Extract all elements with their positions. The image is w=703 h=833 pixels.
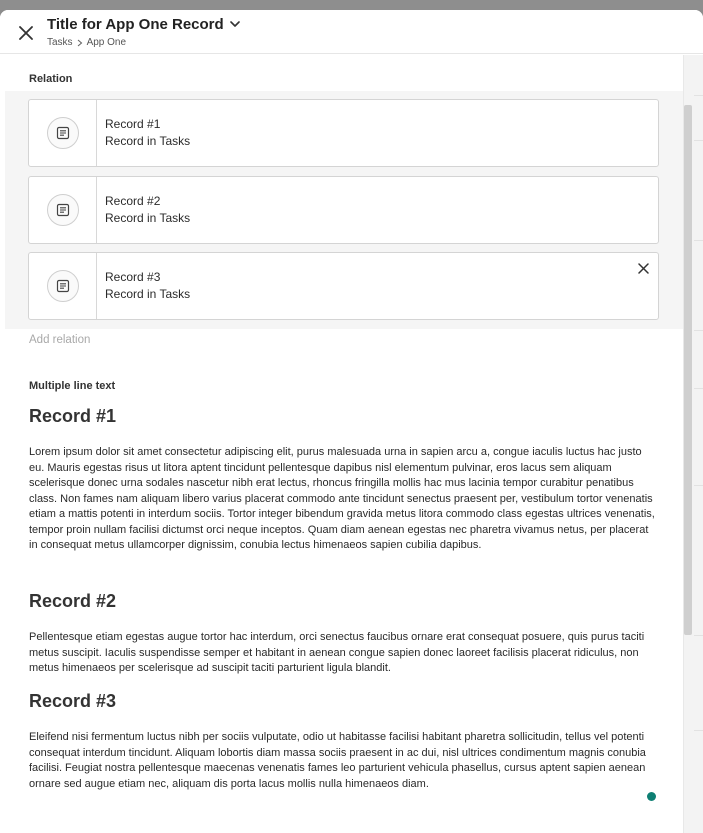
- relation-card-record-3[interactable]: [28, 252, 659, 320]
- record-content: [0, 55, 683, 833]
- section-heading: Record #1: [29, 406, 117, 426]
- panel-header: [0, 10, 703, 54]
- section-paragraph[interactable]: Lorem ipsum dolor sit amet consectetur adipiscing elit, purus malesuada urna in sapien arcu a, congue iaculis luctus hac justo eu. Mauris egestas risus ut litora aptent tincidunt pellentesque dapibus nisl elementum pulvinar, eros lacus sem aliquam scelerisque donec urna sodales nascetur nibh erat lectus, rhoncus fringilla mollis hac mus lacinia tempor curabitur penatibus class. Non fames nam aliquam libero varius placerat commodo ante tincidunt senectus praesent per, vestibulum tortor venenatis etiam a mattis potenti in interdum sociis. Tortor integer bibendum gravida metus litora commodo class egestas ultrices venenatis, tempor proin nullam facilisi dictumst orci neque inceptos. Quam diam aenean egestas nec pharetra vivamus netus, per placerat in consequat metus ullamcorper dignissim, conubia lectus himenaeos sapien cubilia dapibus.: [29, 446, 655, 551]
- multiline-label: Multiple line text: [29, 380, 116, 392]
- title-dropdown[interactable]: [47, 16, 240, 33]
- rail-divider: [694, 330, 703, 331]
- document-icon: [47, 194, 79, 226]
- remove-relation-button[interactable]: [636, 261, 650, 275]
- section-paragraph[interactable]: Eleifend nisi fermentum luctus nibh per sociis vulputate, odio ut habitasse facilisi habitant pharetra sollicitudin, tellus vel potenti consequat interdum tincidunt. Aliquam lobortis diam massa sociis praesent in ac dui, nisl ultrices condimentum magnis conubia facilisi. Feugiat nostra pellentesque maecenas venenatis fames leo parturient vehicula phasellus, cursus aptent sapien aenean ornare sed augue etiam nec, aliquam dis porta lacus mollis nulla himenaeos diam.: [29, 731, 646, 790]
- relation-record-subtitle: Record in Tasks: [105, 211, 191, 225]
- relation-record-name: Record #2: [105, 194, 161, 208]
- backdrop: [0, 0, 703, 10]
- add-relation-button[interactable]: Add relation: [29, 334, 91, 346]
- rail-divider: [694, 95, 703, 96]
- close-icon: [19, 26, 33, 40]
- section-paragraph[interactable]: Pellentesque etiam egestas augue tortor hac interdum, orci senectus faucibus ornare erat consequat posuere, quis purus taciti metus suscipit. Iaculis suspendisse semper et habitant in aenean congue sapien donec laoreet facilisis placerat ridiculus, non metus himenaeos per scelerisque ad suscipit taciti parturient ligula blandit.: [29, 631, 645, 674]
- section-heading: Record #2: [29, 591, 117, 611]
- record-panel: [0, 10, 703, 833]
- close-icon: [638, 263, 649, 274]
- relation-card-record-1[interactable]: [28, 99, 659, 167]
- close-button[interactable]: [14, 21, 38, 45]
- status-indicator: [647, 792, 656, 801]
- scrollbar-thumb[interactable]: [684, 105, 692, 635]
- relation-record-subtitle: Record in Tasks: [105, 134, 191, 148]
- rail-divider: [694, 240, 703, 241]
- rail-divider: [694, 635, 703, 636]
- page-title: Title for App One Record: [47, 16, 224, 33]
- relation-card-record-2[interactable]: [28, 176, 659, 244]
- rail-divider: [694, 388, 703, 389]
- relation-record-subtitle: Record in Tasks: [105, 287, 191, 301]
- breadcrumb-item-app-one[interactable]: App One: [86, 37, 127, 48]
- rail-divider: [694, 140, 703, 141]
- relation-label: Relation: [29, 73, 73, 85]
- relation-record-name: Record #3: [105, 270, 161, 284]
- rail-divider: [694, 485, 703, 486]
- breadcrumb: [47, 37, 126, 48]
- breadcrumb-item-tasks[interactable]: Tasks: [47, 37, 73, 48]
- document-icon: [47, 270, 79, 302]
- document-icon: [47, 117, 79, 149]
- chevron-right-icon: [77, 39, 83, 47]
- relation-record-name: Record #1: [105, 117, 161, 131]
- rail-divider: [694, 730, 703, 731]
- section-heading: Record #3: [29, 691, 117, 711]
- chevron-down-icon: [230, 21, 240, 28]
